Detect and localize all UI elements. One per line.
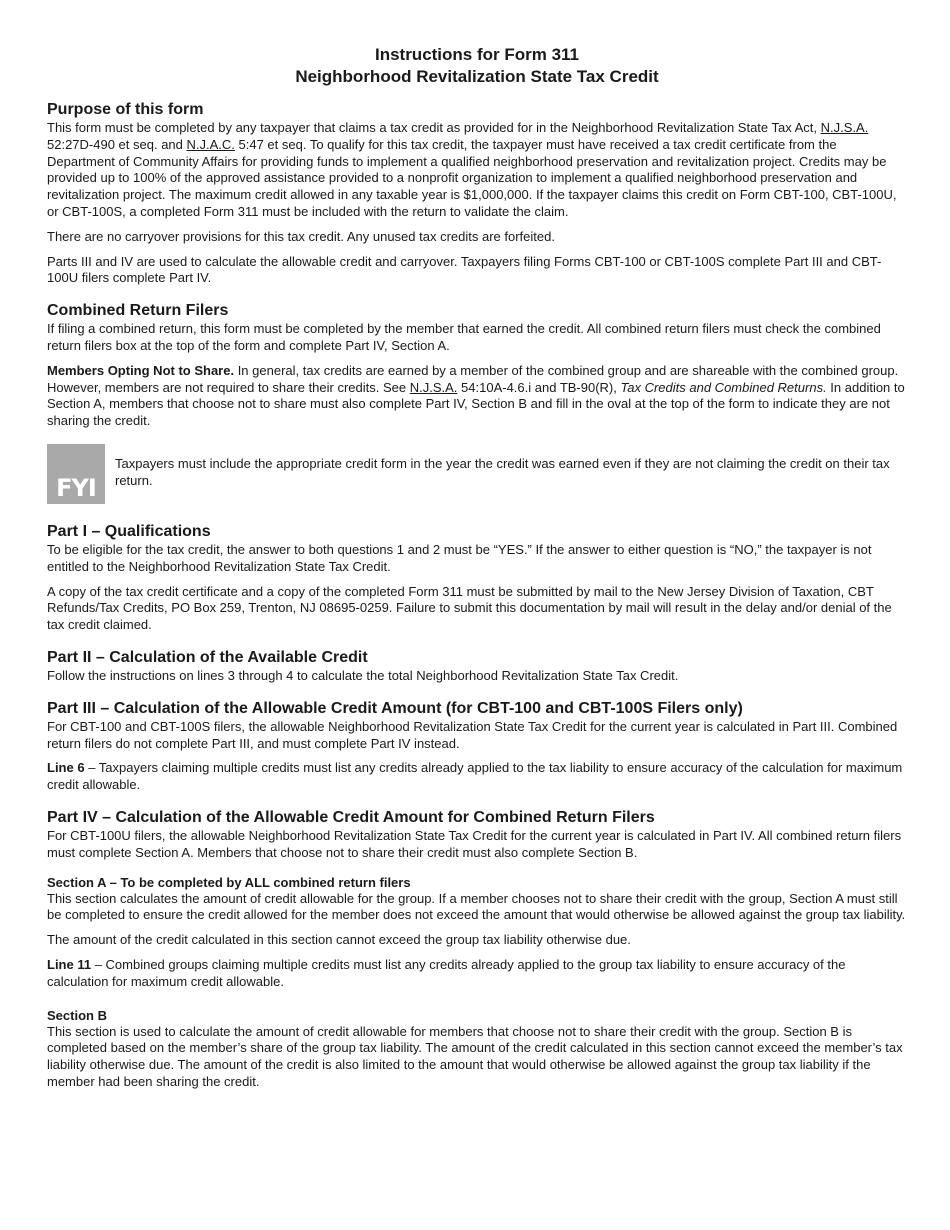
line6-label: Line 6 <box>47 760 85 776</box>
members-opting-label: Members Opting Not to Share. <box>47 362 235 378</box>
section-a <box>47 874 907 991</box>
part3-line6 <box>47 760 907 794</box>
combined-heading: Combined Return Filers <box>47 302 229 320</box>
combined-p2-text-b: 54:10A-4.6.i and TB-90(R), <box>457 379 621 395</box>
part4-paragraph-1: For CBT-100U filers, the allowable Neighborhood Revitalization State Tax Credit for the current year is calculated in Part IV. All combined return filers must complete Section A. Members that choose not to share their credit must also complete Section B. <box>47 827 902 860</box>
section-a-heading: Section A – To be completed by ALL combined return filers <box>47 874 411 890</box>
purpose-paragraph-2: There are no carryover provisions for this tax credit. Any unused tax credits are forfeited. <box>47 228 555 244</box>
tb-title: Tax Credits and Combined Returns. <box>620 379 827 395</box>
combined-p2-text-c: In addition to Section A, members that choose not to share must also complete Part IV, Section B and fill in the oval at the top of the form to indicate they are not sharing the credit. <box>47 379 905 429</box>
part4-heading: Part IV – Calculation of the Allowable Credit Amount for Combined Return Filers <box>47 808 655 826</box>
purpose-paragraph-1 <box>47 120 907 221</box>
part3-paragraph-1: For CBT-100 and CBT-100S filers, the allowable Neighborhood Revitalization State Tax Credit for the current year is calculated in Part III. Combined return filers do not complete Part III, and must complete Part IV instead. <box>47 718 898 751</box>
purpose-paragraph-3: Parts III and IV are used to calculate the allowable credit and carryover. Taxpayers filing Forms CBT-100 or CBT-100S complete Part III and CBT-100U filers complete Part IV. <box>47 253 882 286</box>
njsa-citation: N.J.S.A. <box>820 120 869 135</box>
section-purpose <box>47 100 907 287</box>
combined-paragraph-1: If filing a combined return, this form must be completed by the member that earned the credit. All combined return filers must check the combined return filers box at the top of the form and complete Part IV, Section A. <box>47 321 881 353</box>
njac-citation: N.J.A.C. <box>186 136 235 152</box>
section-b-paragraph-1: This section is used to calculate the amount of credit allowable for members that choose not to share their credit with the group. Section B is completed based on the member’s share of the group tax liability. The amount of the credit calculated in this section cannot exceed the member’s tax liability otherwise due. The amount of the credit is also limited to the amount that would otherwise be allowed against the group tax liability if the member had been sharing the credit. <box>47 1023 903 1089</box>
section-part-2 <box>47 648 907 685</box>
title-line-2: Neighborhood Revitalization State Tax Credit <box>295 67 659 86</box>
purpose-heading: Purpose of this form <box>47 101 204 118</box>
purpose-p1-text-b: 52:27D-490 et seq. and <box>47 136 187 152</box>
purpose-p1-text-a: This form must be completed by any taxpayer that claims a tax credit as provided for in the Neighborhood Revitalization State Tax Act, <box>47 120 821 135</box>
part2-paragraph-1: Follow the instructions on lines 3 through 4 to calculate the total Neighborhood Revitalization State Tax Credit. <box>47 667 679 683</box>
section-a-paragraph-2: The amount of the credit calculated in this section cannot exceed the group tax liability otherwise due. <box>47 932 631 948</box>
line11-label: Line 11 <box>47 956 92 972</box>
part1-paragraph-2: A copy of the tax credit certificate and a copy of the completed Form 311 must be submitted by mail to the New Jersey Division of Taxation, CBT Refunds/Tax Credits, PO Box 259, Trenton, NJ 08695-0259. Failure to submit this documentation by mail will result in the delay and/or denial of the tax credit claimed. <box>47 583 892 633</box>
fyi-icon <box>47 444 105 504</box>
combined-p2-text-a: In general, tax credits are earned by a member of the combined group and are shareable with the combined group. However, members are not required to share their credits. See <box>47 362 899 395</box>
document-page <box>47 44 907 1099</box>
section-b-heading: Section B <box>47 1007 107 1023</box>
part1-paragraph-1: To be eligible for the tax credit, the answer to both questions 1 and 2 must be “YES.” If the answer to either question is “NO,” the taxpayer is not entitled to the Neighborhood Revitalization State Tax Credit. <box>47 541 872 574</box>
section-combined-return <box>47 301 907 430</box>
fyi-callout <box>47 444 907 504</box>
section-part-4 <box>47 808 907 1091</box>
document-header <box>47 44 907 88</box>
part3-heading: Part III – Calculation of the Allowable Credit Amount (for CBT-100 and CBT-100S Filers only) <box>47 699 743 717</box>
combined-paragraph-2 <box>47 363 907 430</box>
fyi-badge-text: FYI <box>56 473 96 502</box>
part2-heading: Part II – Calculation of the Available Credit <box>47 648 368 666</box>
section-part-1 <box>47 522 907 634</box>
section-b <box>47 1007 907 1091</box>
line11-text: – Combined groups claiming multiple credits must list any credits already applied to the group tax liability to ensure accuracy of the calculation for maximum credit allowable. <box>47 956 846 989</box>
section-a-paragraph-1: This section calculates the amount of credit allowable for the group. If a member chooses not to share their credit with the group, Section A must still be completed to ensure the credit allowed for the member does not exceed the amount that would otherwise be allowed against the group tax liability. <box>47 890 906 923</box>
fyi-text: Taxpayers must include the appropriate credit form in the year the credit was earned even if they are not claiming the credit on their tax return. <box>115 455 890 488</box>
section-part-3 <box>47 699 907 794</box>
njsa-citation-2: N.J.S.A. <box>409 379 458 395</box>
line11-paragraph <box>47 957 907 991</box>
part1-heading: Part I – Qualifications <box>47 522 211 540</box>
line6-text: – Taxpayers claiming multiple credits must list any credits already applied to the tax liability to ensure accuracy of the calculation for maximum credit allowable. <box>47 760 903 793</box>
purpose-p1-text-c: 5:47 et seq. To qualify for this tax credit, the taxpayer must have received a tax credit certificate from the Department of Community Affairs for providing funds to implement a qualified neighborhood preservation and revitalization project. Credits may be provided up to 100% of the approved assistance provided to a nonprofit organization to implement a qualified neighborhood preservation and revitalization project. The maximum credit allowed in any taxable year is $1,000,000. If the taxpayer claims this credit on Form CBT-100, CBT-100U, or CBT-100S, a completed Form 311 must be included with the return to validate the claim. <box>47 136 897 219</box>
title-line-1: Instructions for Form 311 <box>374 45 580 64</box>
